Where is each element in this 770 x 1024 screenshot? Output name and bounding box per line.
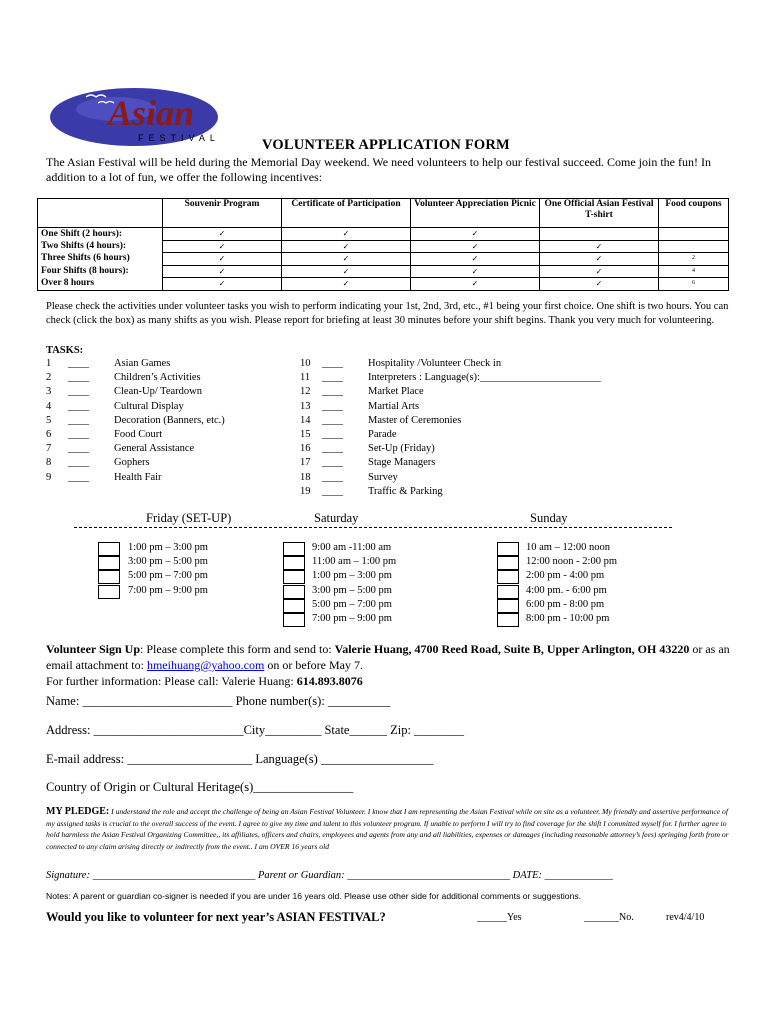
task-rank-blank[interactable]: ____	[68, 457, 89, 469]
svg-text:Asian: Asian	[108, 93, 195, 133]
table-header: Souvenir Program	[163, 199, 282, 228]
revision-label: rev4/4/10	[666, 912, 705, 923]
task-item[interactable]	[46, 371, 201, 385]
task-item[interactable]	[46, 357, 170, 371]
notes-text: Notes: A parent or guardian co-signer is needed if you are under 16 years old. Please use other side for additional comments or suggestions.	[46, 891, 582, 901]
task-item[interactable]	[46, 428, 162, 442]
sunday-shift-label: 2:00 pm - 4:00 pm	[526, 570, 605, 582]
friday-shift-label: 1:00 pm – 3:00 pm	[128, 542, 208, 553]
sunday-shift-label: 12:00 noon - 2:00 pm	[526, 556, 617, 568]
saturday-shift-label: 11:00 am – 1:00 pm	[312, 556, 397, 568]
yes-option[interactable]: ______Yes	[477, 912, 522, 923]
task-item[interactable]	[300, 357, 501, 371]
task-item[interactable]	[300, 456, 435, 470]
svg-text:FESTIVAL: FESTIVAL	[138, 133, 220, 143]
intro-text: The Asian Festival will be held during the Memorial Day weekend. We need volunteers to help our festival succeed. Come join the fun! In addition to a lot of fun, we offer the following incentives:	[46, 155, 711, 184]
table-header-row	[38, 199, 729, 228]
task-item[interactable]	[46, 385, 202, 399]
task-item[interactable]	[300, 385, 424, 399]
task-number: 7	[46, 443, 52, 455]
task-number: 10	[300, 358, 311, 369]
friday-shift-label: 5:00 pm – 7:00 pm	[128, 570, 208, 582]
task-rank-blank[interactable]: ____	[322, 457, 343, 469]
task-label: Clean-Up/ Teardown	[114, 386, 203, 398]
tasks-heading: TASKS:	[46, 345, 84, 356]
name-phone-field[interactable]: Name: ________________________ Phone number(s): __________	[46, 694, 391, 708]
sunday-shift-checkbox[interactable]	[497, 570, 519, 584]
table-corner	[38, 199, 163, 228]
sunday-shift-label: 6:00 pm - 8:00 pm	[526, 598, 605, 610]
task-label: Martial Arts	[368, 400, 420, 412]
task-number: 6	[46, 429, 52, 440]
incentives-table	[37, 198, 729, 291]
task-number: 15	[300, 429, 311, 440]
task-label: Survey	[368, 471, 398, 483]
friday-shift-label: 7:00 pm – 9:00 pm	[128, 584, 208, 596]
sunday-shift-label: 8:00 pm - 10:00 pm	[526, 613, 610, 624]
task-label: Traffic & Parking	[368, 485, 443, 497]
task-item[interactable]	[300, 428, 397, 442]
saturday-shift-checkbox[interactable]	[283, 599, 305, 613]
friday-shift-checkbox[interactable]	[98, 556, 120, 570]
task-number: 13	[300, 400, 311, 412]
saturday-shift-label: 9:00 am -11:00 am	[312, 542, 392, 553]
task-number: 1	[46, 358, 52, 369]
task-label: Food Court	[114, 429, 163, 440]
task-number: 12	[300, 386, 311, 398]
task-rank-blank[interactable]: ____	[68, 429, 89, 440]
pledge-text: MY PLEDGE: I understand the role and accept the challenge of being an Asian Festival Volunteer. I know that I am representing the Asian Festival while on site as a volunteer. My friendly and assertive performance of my assigned tasks is crucial to the overall success of the event. I agree to give my time and talent to this volunteer program. If unable to perform I will try to find coverage for the shift I committed myself for. I further agree to hold harmless the Asian Festival Organizing Committee,, its affiliates, officers and chairs, employees and agents from any and all liabilities, expenses or damages (including reasonable attorney’s fees) springing forth from or connected to any claim arising directly or indirectly from the event.. I am OVER 16 years old	[46, 806, 729, 851]
task-rank-blank[interactable]: ____	[68, 414, 89, 426]
instructions-text: Please check the activities under volunteer tasks you wish to perform indicating your 1st, 2nd, 3rd, etc., #1 being your first choice. One shift is two hours. You can check (click the box) as many shifts as you wish. Please report for briefing at least 30 minutes before your shift begins. Thank you very much for volunteering.	[46, 301, 729, 326]
task-label: Asian Games	[114, 358, 171, 369]
sunday-shift-checkbox[interactable]	[497, 585, 519, 599]
table-header: Certificate of Participation	[282, 199, 411, 228]
task-number: 9	[46, 471, 52, 483]
task-number: 14	[300, 414, 311, 426]
saturday-shift-label: 5:00 pm – 7:00 pm	[312, 598, 392, 610]
task-number: 16	[300, 443, 311, 455]
task-label: Set-Up (Friday)	[368, 443, 435, 455]
task-item[interactable]	[46, 471, 162, 485]
task-item[interactable]	[300, 371, 601, 385]
task-rank-blank[interactable]: ____	[68, 471, 89, 483]
task-number: 5	[46, 414, 52, 426]
table-row: Three Shifts (6 hours) ✓ ✓ ✓ ✓ 2	[38, 253, 729, 266]
friday-header: Friday (SET-UP)	[146, 511, 232, 525]
form-title: VOLUNTEER APPLICATION FORM	[262, 137, 510, 153]
task-rank-blank[interactable]: ____	[322, 372, 343, 384]
country-field[interactable]: Country of Origin or Cultural Heritage(s)________________	[46, 780, 354, 794]
task-rank-blank[interactable]: ____	[322, 358, 343, 369]
task-item[interactable]	[46, 456, 150, 470]
saturday-shift-label: 1:00 pm – 3:00 pm	[312, 570, 392, 582]
sunday-shift-checkbox[interactable]	[497, 599, 519, 613]
table-row: Over 8 hours ✓ ✓ ✓ ✓ 6	[38, 278, 729, 291]
no-option[interactable]: _______No.	[584, 912, 634, 923]
table-row: Four Shifts (8 hours): ✓ ✓ ✓ ✓ 4	[38, 265, 729, 278]
saturday-shift-label: 3:00 pm – 5:00 pm	[312, 584, 392, 596]
task-number: 4	[46, 400, 52, 412]
email-language-field[interactable]: E-mail address: ____________________ Language(s) __________________	[46, 752, 434, 766]
task-item[interactable]	[300, 400, 419, 414]
task-label: Cultural Display	[114, 400, 184, 412]
saturday-header: Saturday	[314, 511, 359, 525]
task-item[interactable]	[46, 400, 184, 414]
task-rank-blank[interactable]: ____	[322, 485, 343, 497]
next-year-question: Would you like to volunteer for next year’s ASIAN FESTIVAL?	[46, 910, 386, 924]
table-row: Two Shifts (4 hours): ✓ ✓ ✓ ✓	[38, 240, 729, 253]
task-item[interactable]	[300, 442, 435, 456]
task-number: 17	[300, 457, 311, 469]
task-label: Market Place	[368, 386, 424, 398]
task-rank-blank[interactable]: ____	[322, 429, 343, 440]
task-number: 3	[46, 386, 52, 398]
saturday-shift-checkbox[interactable]	[283, 556, 305, 570]
signup-info: Volunteer Sign Up: Please complete this form and send to: Valerie Huang, 4700 Reed Road, Suite B, Upper Arlington, OH 43220 or as an email attachment to: hmeihuang@yahoo.com on or before May 7. For further information: Please call: Valerie Huang: 614.893.8076	[46, 642, 730, 688]
task-item[interactable]	[46, 442, 194, 456]
task-number: 18	[300, 471, 311, 483]
sunday-shift-label: 10 am – 12:00 noon	[526, 542, 610, 553]
task-label: Interpreters : Language(s):_______________________	[368, 372, 601, 384]
table-header: Food coupons	[659, 199, 729, 228]
task-label: General Assistance	[114, 443, 195, 455]
task-number: 2	[46, 372, 52, 384]
task-rank-blank[interactable]: ____	[322, 471, 343, 483]
table-row: One Shift (2 hours): ✓ ✓ ✓	[38, 228, 729, 241]
saturday-shift-label: 7:00 pm – 9:00 pm	[312, 613, 392, 624]
task-rank-blank[interactable]: ____	[322, 386, 343, 398]
task-number: 19	[300, 485, 311, 497]
sunday-shift-checkbox[interactable]	[497, 556, 519, 570]
saturday-shift-checkbox[interactable]	[283, 585, 305, 599]
friday-shift-checkbox[interactable]	[98, 585, 120, 599]
task-label: Master of Ceremonies	[368, 414, 462, 426]
divider	[74, 527, 672, 528]
sunday-shift-label: 4:00 pm. - 6:00 pm	[526, 584, 607, 596]
table-header: One Official Asian Festival T-shirt	[540, 199, 659, 228]
friday-shift-checkbox[interactable]	[98, 542, 120, 556]
saturday-shift-checkbox[interactable]	[283, 613, 305, 627]
friday-shift-checkbox[interactable]	[98, 570, 120, 584]
table-header: Volunteer Appreciation Picnic	[411, 199, 540, 228]
email-link[interactable]: hmeihuang@yahoo.com	[146, 658, 265, 672]
task-rank-blank[interactable]: ____	[68, 443, 89, 455]
task-label: Children’s Activities	[114, 372, 201, 384]
task-item[interactable]	[300, 471, 398, 485]
task-label: Health Fair	[114, 471, 162, 483]
task-label: Hospitality /Volunteer Check in	[368, 358, 502, 369]
address-field[interactable]: Address: ________________________City_________ State______ Zip: ________	[46, 723, 465, 737]
task-number: 11	[300, 372, 311, 384]
asian-festival-logo	[46, 87, 256, 149]
task-rank-blank[interactable]: ____	[68, 400, 89, 412]
task-rank-blank[interactable]: ____	[322, 400, 343, 412]
task-item[interactable]	[46, 414, 225, 428]
task-label: Stage Managers	[368, 457, 436, 469]
task-label: Gophers	[114, 457, 150, 469]
task-label: Decoration (Banners, etc.)	[114, 414, 225, 426]
friday-shift-label: 3:00 pm – 5:00 pm	[128, 556, 208, 568]
task-rank-blank[interactable]: ____	[322, 443, 343, 455]
task-number: 8	[46, 457, 52, 469]
task-item[interactable]	[300, 485, 443, 499]
saturday-shift-checkbox[interactable]	[283, 570, 305, 584]
task-item[interactable]	[300, 414, 461, 428]
task-label: Parade	[368, 429, 397, 440]
saturday-shift-checkbox[interactable]	[283, 542, 305, 556]
task-rank-blank[interactable]: ____	[68, 358, 89, 369]
sunday-shift-checkbox[interactable]	[497, 613, 519, 627]
task-rank-blank[interactable]: ____	[322, 414, 343, 426]
task-rank-blank[interactable]: ____	[68, 386, 89, 398]
sunday-shift-checkbox[interactable]	[497, 542, 519, 556]
signature-line[interactable]: Signature: _______________________________ Parent or Guardian: _______________________________ DATE: _____________	[46, 870, 613, 881]
task-rank-blank[interactable]: ____	[68, 372, 89, 384]
sunday-header: Sunday	[530, 511, 568, 525]
